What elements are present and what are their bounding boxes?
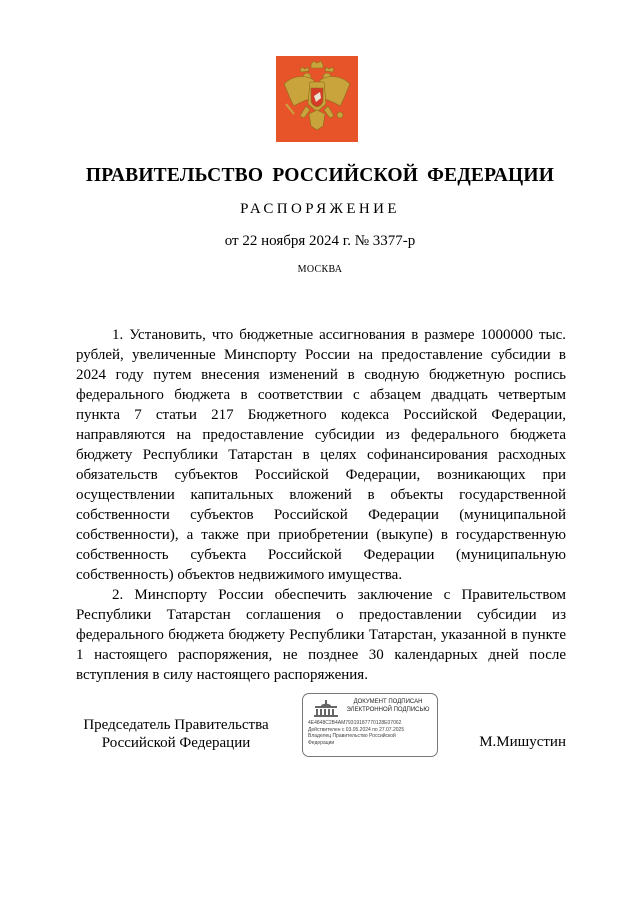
stamp-details: [308, 720, 436, 746]
document-type-title: РАСПОРЯЖЕНИЕ: [240, 201, 400, 217]
stamp-owner-line-1: Владелец Правительство Российской: [308, 733, 396, 740]
stamp-header-line-2: ЭЛЕКТРОННОЙ ПОДПИСЬЮ: [346, 706, 430, 713]
government-building-icon: [313, 700, 339, 718]
government-title: ПРАВИТЕЛЬСТВО РОССИЙСКОЙ ФЕДЕРАЦИИ: [85, 165, 555, 186]
russian-coat-of-arms-icon: [276, 56, 358, 142]
signatory-position-line-2: Российской Федерации: [101, 735, 251, 751]
stamp-header: [343, 699, 433, 714]
electronic-signature-stamp: [302, 693, 438, 757]
signatory-position-line-1: Председатель Правительства: [83, 717, 269, 733]
signatory-position: [76, 716, 276, 752]
document-date-number: от 22 ноября 2024 г. № 3377-р: [224, 233, 416, 249]
document-body: [76, 325, 566, 685]
stamp-owner-line-2: Федерации: [308, 739, 335, 746]
paragraph-2: 2. Минспорту России обеспечить заключение с Правительством Республики Татарстан соглашения о предоставлении субсидии из федерального бюджета бюджету Республики Татарстан, указанной в пункте 1 настоящего распоряжения, не позднее 30 календарных дней после вступления в силу настоящего распоряжения.: [76, 587, 566, 683]
issue-city: МОСКВА: [297, 264, 343, 275]
stamp-certificate: 4E4848C2B4AM79319187770128E07062: [308, 720, 402, 726]
stamp-validity: Действителен с 03.05.2024 по 27.07.2025: [308, 726, 405, 733]
stamp-header-line-1: ДОКУМЕНТ ПОДПИСАН: [353, 699, 423, 705]
paragraph-1: 1. Установить, что бюджетные ассигнования в размере 1000000 тыс. рублей, увеличенные Минспорту России на предоставление субсидии в 2024 году путем внесения изменений в сводную бюджетную роспись федерального бюджета в соответствии с абзацем двадцать четвертым пункта 7 статьи 217 Бюджетного кодекса Российской Федерации, направляются на предоставление субсидии из федерального бюджета бюджету Республики Татарстан в целях софинансирования расходных обязательств субъектов Российской Федерации, возникающих при осуществлении капитальных вложений в объекты государственной собственности субъектов Российской Федерации (муниципальной собственности), а также при приобретении (выкупе) в государственную собственность субъекта Российской Федерации (муниципальную собственность) объектов недвижимого имущества.: [76, 327, 566, 583]
signatory-name: М.Мишустин: [479, 734, 566, 750]
coat-of-arms: [276, 56, 358, 142]
